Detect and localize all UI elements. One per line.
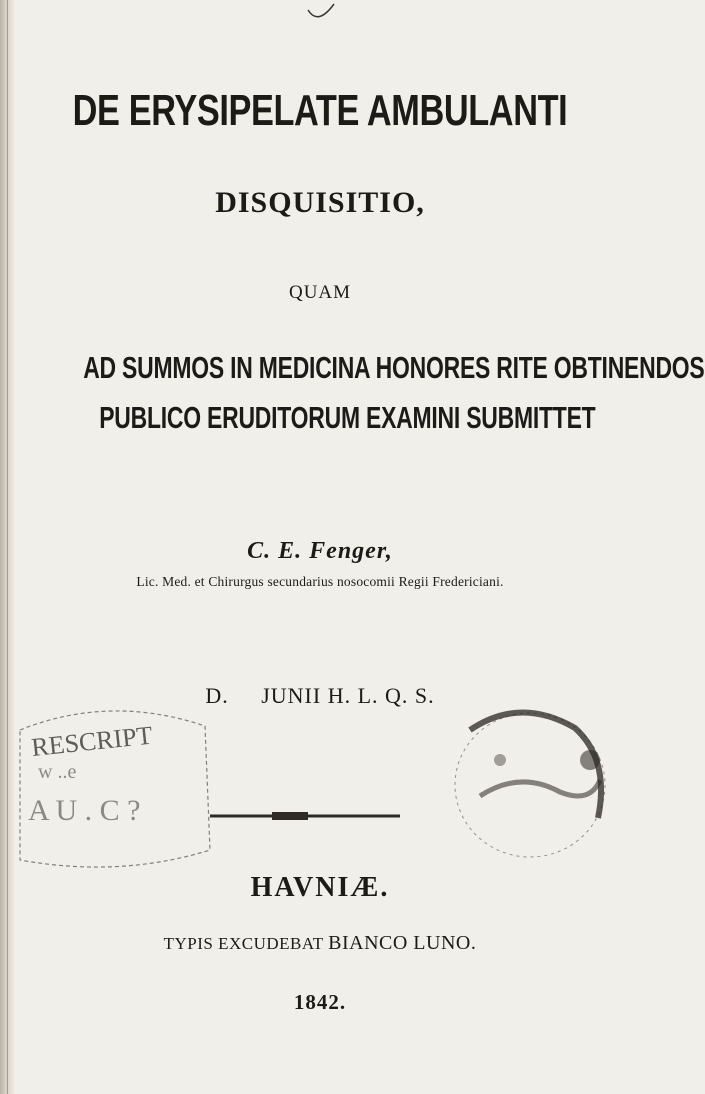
imprint-printer — [0, 932, 640, 955]
defense-date: D. JUNII H. L. Q. S. — [205, 683, 435, 708]
imprint-place: HAVNIÆ. — [250, 872, 390, 903]
author-affiliation: Lic. Med. et Chirurgus secundarius nosocomii Regii Fredericiani. — [136, 574, 504, 589]
printer-name: BIANCO LUNO. — [328, 932, 477, 954]
dedication-line-1: AD SUMMOS IN MEDICINA HONORES RITE OBTINENDOS — [83, 350, 705, 385]
printer-prefix: TYPIS EXCUDEBAT — [163, 934, 329, 953]
relative-word: QUAM — [288, 282, 352, 303]
pencil-mark — [300, 0, 340, 32]
svg-text:RESCRIPT: RESCRIPT — [30, 720, 154, 763]
library-stamp — [0, 700, 640, 870]
imprint-year: 1842. — [293, 990, 347, 1014]
dissertation-subtitle: DISQUISITIO, — [215, 186, 425, 219]
svg-text:w ..e: w ..e — [38, 761, 77, 783]
dissertation-title: DE ERYSIPELATE AMBULANTI — [72, 86, 568, 135]
svg-text:A U . C ?: A U . C ? — [28, 794, 141, 827]
dedication-line-2: PUBLICO ERUDITORUM EXAMINI SUBMITTET — [99, 400, 596, 435]
author-name: C. E. Fenger, — [247, 538, 393, 564]
